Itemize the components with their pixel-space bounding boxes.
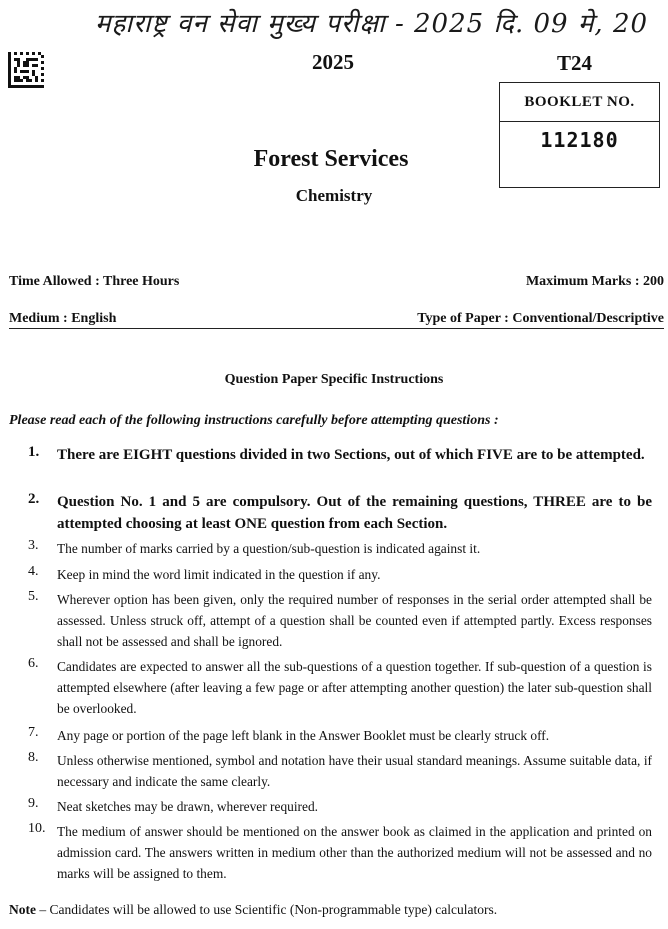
instruction-number: 2. <box>28 491 40 507</box>
instruction-text: Wherever option has been given, only the required number of responses in the serial order attempted shall be assessed. Unless struck off, attempt of a question shall be counted even if attempted partly. Excess responses shall not be assessed and shall be ignored. <box>57 592 652 649</box>
instruction-number: 8. <box>28 750 39 765</box>
booklet-number: 112180 <box>540 128 619 152</box>
instructions-intro: Please read each of the following instructions carefully before attempting questions : <box>9 413 499 428</box>
instruction-text: The medium of answer should be mentioned on the answer book as claimed in the application and printed on admission card. The answers written in medium other than the authorized medium will not be assessed and no marks will be assigned to them. <box>57 824 652 881</box>
note-label: Note <box>9 902 36 917</box>
instruction-text: The number of marks carried by a question/sub-question is indicated against it. <box>57 541 481 556</box>
calculator-note <box>9 902 497 918</box>
instruction-number: 5. <box>28 589 39 604</box>
exam-year: 2025 <box>312 50 354 74</box>
booklet-label: BOOKLET NO. <box>500 83 659 122</box>
instruction-number: 9. <box>28 796 39 811</box>
instruction-text: Any page or portion of the page left blank in the Answer Booklet must be clearly struck off. <box>57 728 550 743</box>
instruction-text: There are EIGHT questions divided in two Sections, out of which FIVE are to be attempted. <box>57 447 645 463</box>
instruction-text: Keep in mind the word limit indicated in the question if any. <box>57 567 381 582</box>
instructions-heading: Question Paper Specific Instructions <box>224 372 444 387</box>
maximum-marks: Maximum Marks : 200 <box>525 274 664 289</box>
paper-code: T24 <box>557 51 593 75</box>
handwritten-annotation: महाराष्ट्र वन सेवा मुख्य परीक्षा - 2025 दि. 09 मे, 20 <box>95 9 649 39</box>
instruction-text: Unless otherwise mentioned, symbol and notation have their usual standard meanings. Assume suitable data, if necessary and indicate the same clearly. <box>57 753 652 789</box>
instruction-number: 3. <box>28 538 39 553</box>
time-allowed: Time Allowed : Three Hours <box>9 274 180 289</box>
note-text: – Candidates will be allowed to use Scientific (Non-programmable type) calculators. <box>36 902 498 917</box>
instruction-number: 1. <box>28 444 40 460</box>
instruction-text: Candidates are expected to answer all the sub-questions of a question together. If sub-question of a question is attempted elsewhere (after leaving a few page or after attempting another question) the later sub-question shall be overlooked. <box>57 659 652 716</box>
subject-title: Chemistry <box>295 186 373 205</box>
instruction-text: Neat sketches may be drawn, wherever required. <box>57 799 318 814</box>
instruction-text: Question No. 1 and 5 are compulsory. Out of the remaining questions, THREE are to be attempted choosing at least ONE question from each Section. <box>57 494 652 532</box>
instruction-number: 7. <box>28 725 39 740</box>
divider <box>9 328 664 329</box>
instruction-number: 10. <box>28 821 46 836</box>
datamatrix-code-icon <box>8 52 44 88</box>
instruction-number: 4. <box>28 564 39 579</box>
instruction-number: 6. <box>28 656 39 671</box>
exam-title: Forest Services <box>253 146 409 172</box>
type-of-paper: Type of Paper : Conventional/Descriptive <box>417 311 664 326</box>
medium: Medium : English <box>9 311 117 326</box>
